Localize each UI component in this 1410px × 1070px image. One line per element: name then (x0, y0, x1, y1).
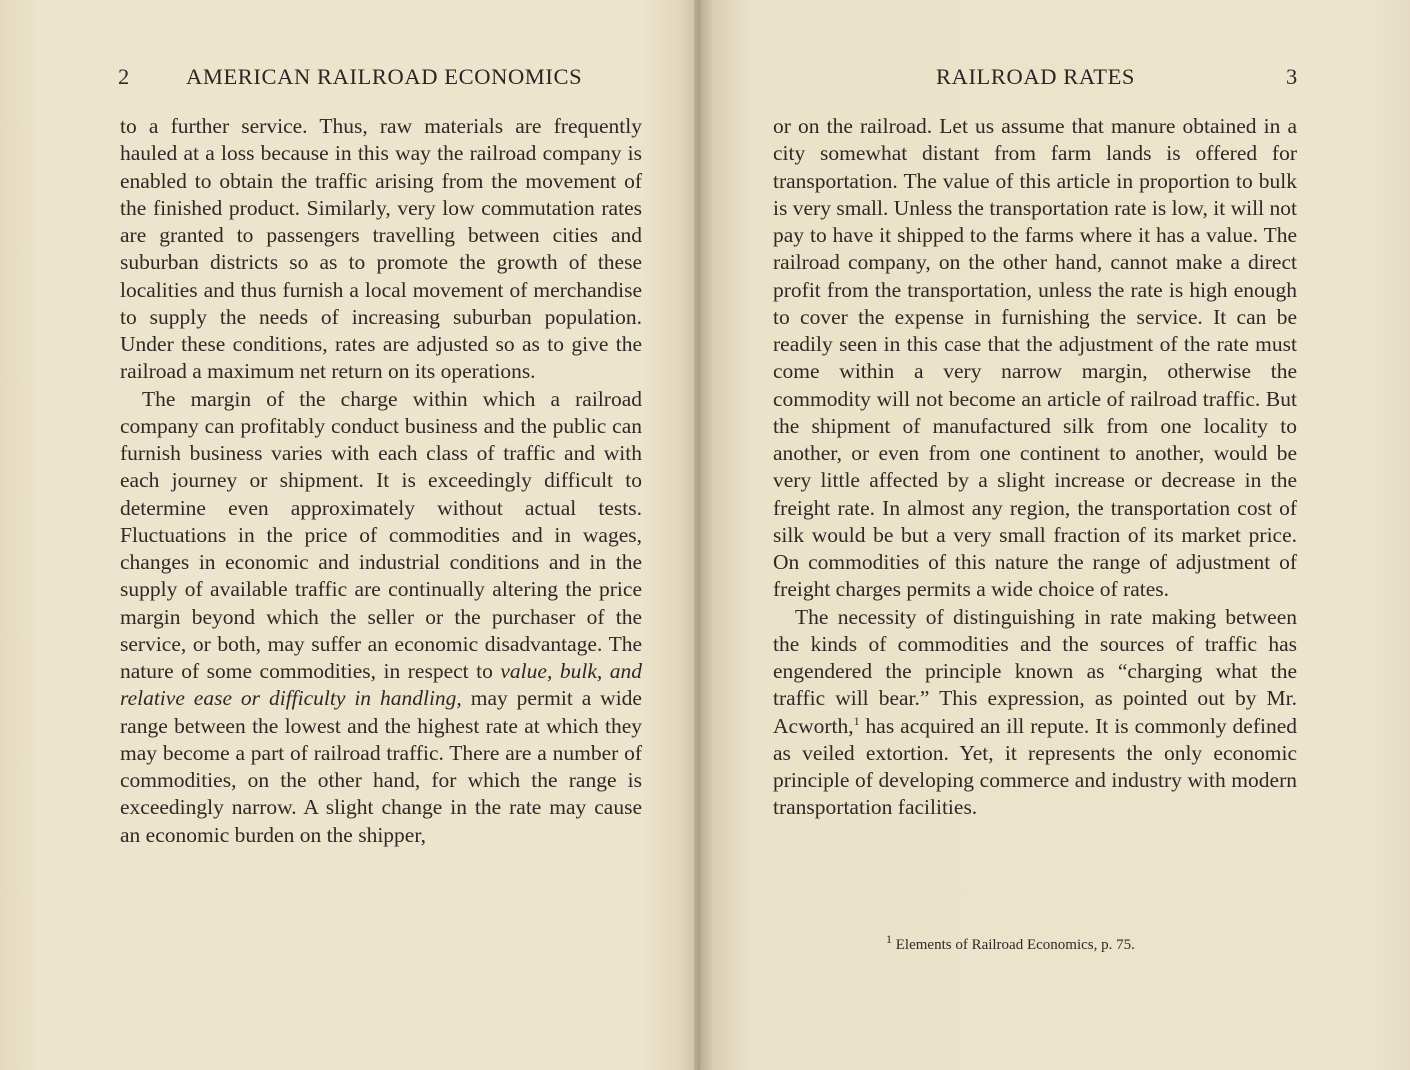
right-paragraph-1: or on the railroad. Let us assume that manure obtained in a city somewhat distant from farm lands is offered for transportation. The value of this article in proportion to bulk is very small. Unless the transportation rate is low, it will not pay to have it shipped to the farms where it has a value. The railroad company, on the other hand, cannot make a direct profit from the transportation, unless the rate is high enough to cover the expense in furnishing the service. It can be readily seen in this case that the adjustment of the rate must come within a very narrow margin, otherwise the commodity will not become an article of railroad traffic. But the shipment of manufactured silk from one locality to another, or even from one continent to another, would be very little affected by a slight increase or decrease in the freight rate. In almost any region, the transportation cost of silk would be but a very small fraction of its market price. On commodities of this nature the range of adjustment of freight charges permits a wide choice of rates. (773, 114, 1297, 602)
running-head-left: AMERICAN RAILROAD ECONOMICS (186, 64, 583, 89)
page-number-right: 3 (1286, 64, 1298, 89)
footnote (886, 932, 1135, 954)
footnote-text: Elements of Railroad Economics, p. 75. (895, 937, 1135, 953)
left-paragraph-2-italic: value, bulk, and relative ease or difficulty in handling, (120, 659, 642, 711)
right-paragraph-2-part-1: The necessity of distinguishing in rate making between the kinds of commodities and the sources of traffic has engendered the principle known as “charging what the traffic will bear.” This expression, as pointed out by Mr. Acworth, (773, 604, 1297, 738)
page-number-left: 2 (118, 64, 130, 89)
left-page-text (120, 113, 642, 849)
right-paragraph-2-part-2: has acquired an ill repute. It is commonly defined as veiled extortion. Yet, it represents the only economic principle of developing commerce and industry with modern transportation facilities. (773, 713, 1297, 820)
right-page-text (773, 113, 1297, 822)
left-paragraph-2 (120, 386, 642, 849)
running-head-right: RAILROAD RATES (936, 64, 1136, 89)
left-paragraph-1: to a further service. Thus, raw materials are frequently hauled at a loss because in this way the railroad company is enabled to obtain the traffic arising from the movement of the finished product. Similarly, very low commutation rates are granted to passengers travelling between cities and suburban districts so as to promote the growth of these localities and thus furnish a local movement of merchandise to supply the needs of increasing suburban population. Under these conditions, rates are adjusted so as to give the railroad a maximum net return on its operations. (120, 114, 642, 384)
right-paragraph-2 (773, 604, 1297, 822)
footnote-marker: 1 (853, 713, 860, 728)
footnote-number: 1 (886, 932, 892, 946)
right-page (700, 0, 1410, 1070)
left-paragraph-2-part-1: The margin of the charge within which a railroad company can profitably conduct business and the public can furnish business varies with each class of traffic and with each journey or shipment. It is exceedingly difficult to determine even approximately without actual tests. Fluctuations in the price of commodities and in wages, changes in economic and industrial conditions and in the supply of available traffic are continually altering the price margin beyond which the seller or the purchaser of the service, or both, may suffer an economic disadvantage. The nature of some commodities, in respect to (120, 386, 642, 683)
left-paragraph-2-part-2: may permit a wide range between the lowest and the highest rate at which they may become a part of railroad traffic. There are a number of commodities, on the other hand, for which the range is exceedingly narrow. A slight change in the rate may cause an economic burden on the shipper, (120, 686, 642, 847)
left-page (0, 0, 700, 1070)
